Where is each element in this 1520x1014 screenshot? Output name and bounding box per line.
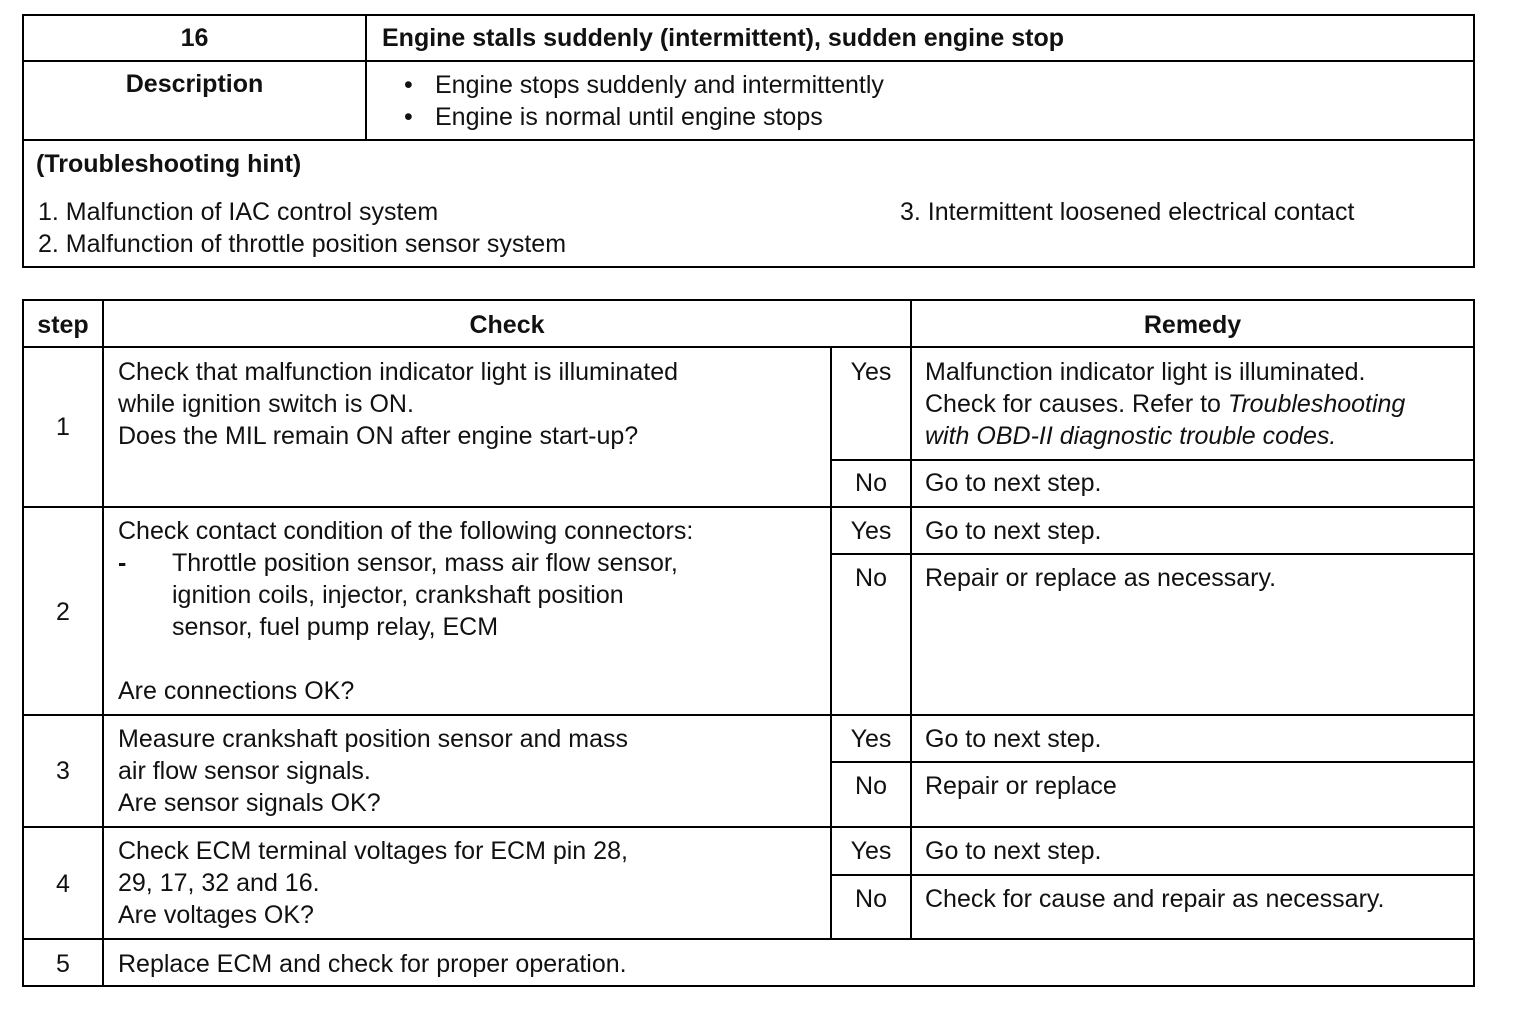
- hint-item: 3. Intermittent loosened electrical contact: [900, 198, 1355, 226]
- no-label: No: [855, 885, 887, 913]
- description-item: Engine stops suddenly and intermittently: [435, 71, 884, 99]
- check-text: sensor, fuel pump relay, ECM: [172, 613, 499, 641]
- check-text: Replace ECM and check for proper operation.: [118, 950, 627, 978]
- remedy-text: Repair or replace: [925, 772, 1117, 800]
- no-label: No: [855, 469, 887, 497]
- issue-number: 16: [180, 24, 209, 52]
- check-text: Are sensor signals OK?: [118, 789, 381, 817]
- check-text: Throttle position sensor, mass air flow sensor,: [172, 549, 678, 577]
- yes-label: Yes: [850, 517, 892, 545]
- remedy-text: Go to next step.: [925, 725, 1102, 753]
- check-text: while ignition switch is ON.: [118, 390, 414, 418]
- check-text: air flow sensor signals.: [118, 757, 371, 785]
- issue-title: Engine stalls suddenly (intermittent), sudden engine stop: [382, 24, 1065, 52]
- check-text: Measure crankshaft position sensor and mass: [118, 725, 628, 753]
- step-number: 4: [56, 870, 70, 898]
- remedy-text: Go to next step.: [925, 837, 1102, 865]
- check-text: Are voltages OK?: [118, 901, 314, 929]
- remedy-text: with OBD-II diagnostic trouble codes.: [925, 422, 1337, 450]
- bullet: •: [404, 103, 413, 131]
- check-text: Does the MIL remain ON after engine start-up?: [118, 422, 639, 450]
- step-number: 1: [56, 413, 70, 441]
- hint-item: 2. Malfunction of throttle position sensor system: [38, 230, 567, 258]
- header-remedy: Remedy: [1143, 311, 1242, 339]
- check-text: Check that malfunction indicator light is illuminated: [118, 358, 678, 386]
- remedy-text: Go to next step.: [925, 517, 1102, 545]
- no-label: No: [855, 564, 887, 592]
- check-text: ignition coils, injector, crankshaft position: [172, 581, 624, 609]
- no-label: No: [855, 772, 887, 800]
- remedy-text: Check for causes. Refer to Troubleshooting: [925, 390, 1406, 418]
- remedy-text: Check for cause and repair as necessary.: [925, 885, 1385, 913]
- check-text: Check ECM terminal voltages for ECM pin 28,: [118, 837, 628, 865]
- header-check: Check: [469, 311, 545, 339]
- remedy-text: Malfunction indicator light is illuminated.: [925, 358, 1366, 386]
- hint-item: 1. Malfunction of IAC control system: [38, 198, 439, 226]
- dash-bullet: -: [118, 549, 127, 577]
- check-text: Check contact condition of the following connectors:: [118, 517, 694, 545]
- step-number: 2: [56, 598, 70, 626]
- remedy-text: Repair or replace as necessary.: [925, 564, 1277, 592]
- check-text: Are connections OK?: [118, 677, 355, 705]
- yes-label: Yes: [850, 837, 892, 865]
- remedy-text: Go to next step.: [925, 469, 1102, 497]
- yes-label: Yes: [850, 358, 892, 386]
- description-label: Description: [125, 70, 264, 98]
- check-text: 29, 17, 32 and 16.: [118, 869, 320, 897]
- hint-label: (Troubleshooting hint): [36, 150, 302, 178]
- yes-label: Yes: [850, 725, 892, 753]
- step-number: 3: [56, 757, 70, 785]
- step-number: 5: [56, 950, 70, 978]
- description-item: Engine is normal until engine stops: [435, 103, 823, 131]
- header-step: step: [37, 311, 89, 339]
- bullet: •: [404, 71, 413, 99]
